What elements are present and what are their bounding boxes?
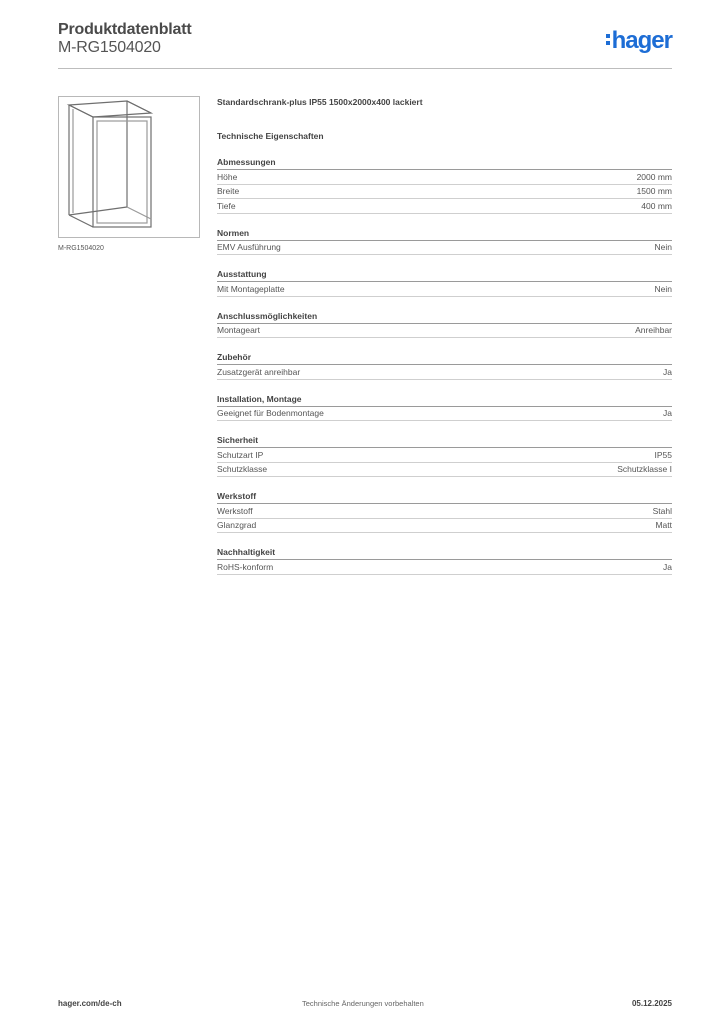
spec-group	[217, 435, 672, 477]
header-divider	[58, 68, 672, 69]
spec-label: EMV Ausführung	[217, 242, 281, 253]
spec-label: Höhe	[217, 171, 238, 182]
group-title: Zubehör	[217, 352, 672, 365]
spec-value: Nein	[654, 283, 672, 294]
spec-group	[217, 547, 672, 575]
section-heading: Technische Eigenschaften	[217, 131, 324, 141]
group-title: Sicherheit	[217, 435, 672, 448]
spec-row	[217, 519, 672, 534]
spec-row	[217, 199, 672, 214]
logo-dots-icon	[606, 34, 610, 45]
spec-label: Breite	[217, 186, 240, 197]
product-number: M-RG1504020	[58, 39, 161, 56]
spec-row	[217, 185, 672, 200]
spec-label: Zusatzgerät anreihbar	[217, 366, 301, 377]
spec-row	[217, 324, 672, 339]
spec-row	[217, 365, 672, 380]
spec-row	[217, 560, 672, 575]
spec-group	[217, 394, 672, 422]
spec-value: Matt	[655, 520, 672, 531]
footer-website: hager.com/de-ch	[58, 999, 122, 1008]
footer-date: 05.12.2025	[631, 999, 672, 1008]
spec-group	[217, 311, 672, 339]
spec-row	[217, 170, 672, 185]
spec-label: Mit Montageplatte	[217, 283, 285, 294]
product-image	[58, 96, 200, 238]
spec-value: Schutzklasse I	[617, 464, 672, 475]
group-title: Nachhaltigkeit	[217, 547, 672, 560]
spec-group	[217, 269, 672, 297]
logo-text: hager	[611, 27, 672, 54]
spec-value: IP55	[654, 449, 672, 460]
group-title: Abmessungen	[217, 157, 672, 170]
spec-value: Ja	[663, 408, 672, 419]
spec-row	[217, 282, 672, 297]
spec-row	[217, 407, 672, 422]
spec-value: Ja	[663, 366, 672, 377]
spec-group	[217, 228, 672, 256]
spec-row	[217, 241, 672, 256]
spec-row	[217, 463, 672, 478]
spec-value: Ja	[663, 561, 672, 572]
group-title: Normen	[217, 228, 672, 241]
spec-value: Stahl	[652, 505, 672, 516]
cabinet-frame-image	[59, 97, 199, 237]
spec-label: Schutzart IP	[217, 449, 264, 460]
spec-label: Tiefe	[217, 200, 236, 211]
group-title: Werkstoff	[217, 491, 672, 504]
spec-row	[217, 448, 672, 463]
spec-group	[217, 157, 672, 214]
spec-label: Glanzgrad	[217, 520, 257, 531]
hager-logo	[606, 28, 672, 58]
spec-group	[217, 352, 672, 380]
spec-label: Geeignet für Bodenmontage	[217, 408, 324, 419]
group-title: Ausstattung	[217, 269, 672, 282]
image-caption: M-RG1504020	[58, 245, 104, 252]
spec-value: Anreihbar	[635, 325, 672, 336]
spec-value: 2000 mm	[636, 171, 672, 182]
spec-value: 400 mm	[641, 200, 672, 211]
spec-group	[217, 491, 672, 533]
group-title: Installation, Montage	[217, 394, 672, 407]
spec-row	[217, 504, 672, 519]
spec-value: Nein	[654, 242, 672, 253]
spec-label: RoHS-konform	[217, 561, 274, 572]
group-title: Anschlussmöglichkeiten	[217, 311, 672, 324]
page-title: Produktdatenblatt	[58, 21, 192, 38]
spec-groups	[217, 157, 672, 575]
spec-label: Montageart	[217, 325, 260, 336]
spec-label: Schutzklasse	[217, 464, 268, 475]
spec-value: 1500 mm	[636, 186, 672, 197]
spec-label: Werkstoff	[217, 505, 253, 516]
footer-notice: Technische Änderungen vorbehalten	[302, 999, 424, 1008]
product-name: Standardschrank-plus IP55 1500x2000x400 lackiert	[217, 97, 423, 107]
specifications	[217, 97, 672, 575]
